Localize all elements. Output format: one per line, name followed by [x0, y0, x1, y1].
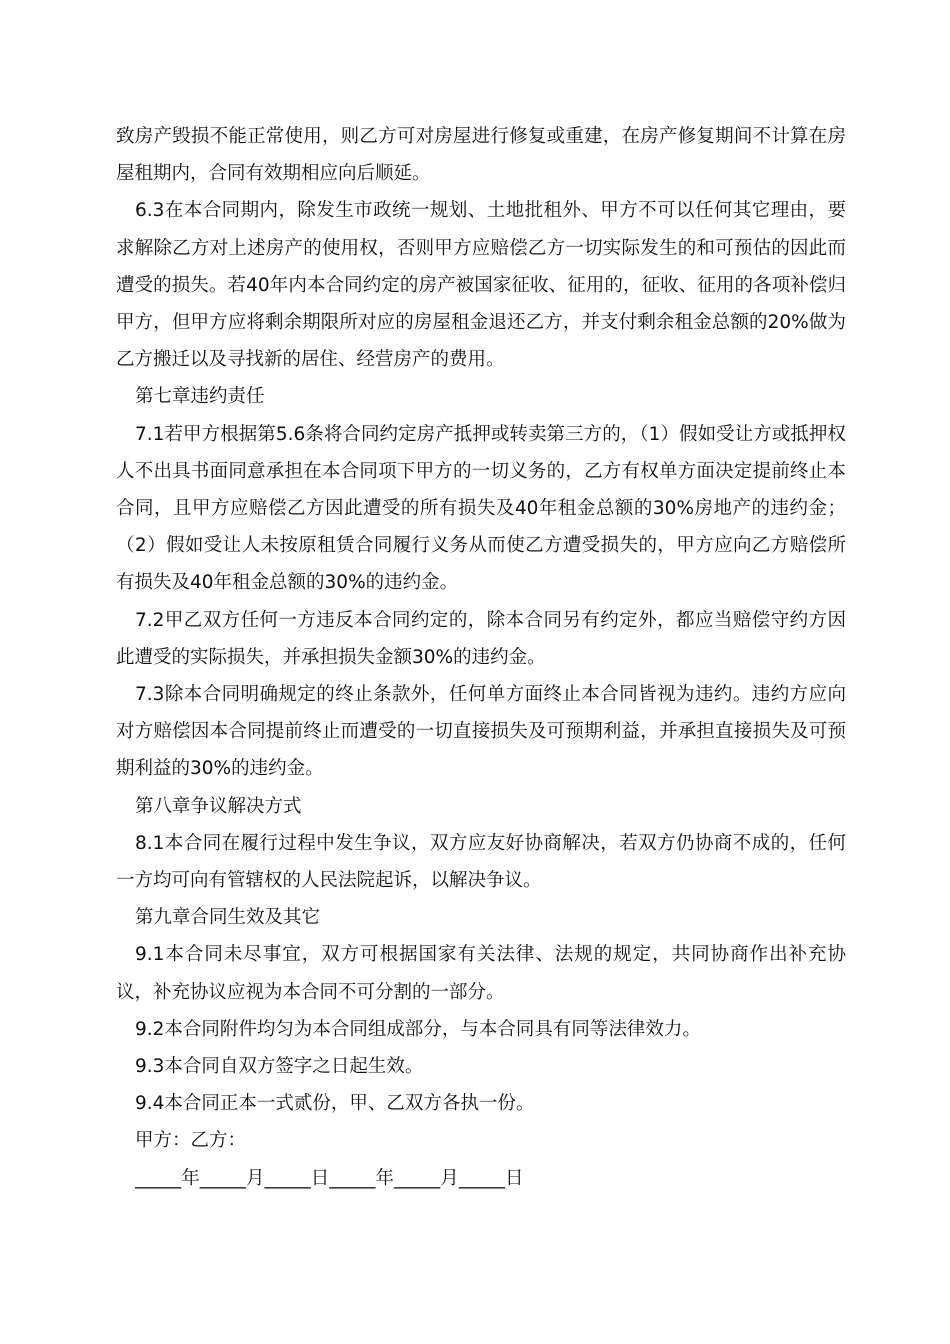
paragraph-8-1: 8.1本合同在履行过程中发生争议，双方应友好协商解决，若双方仍协商不成的，任何一方均可向有管辖权的人民法院起诉，以解决争议。: [116, 832, 846, 892]
paragraph-9-4: 9.4本合同正本一式贰份，甲、乙双方各执一份。: [135, 1093, 535, 1115]
paragraph-7-2: 7.2甲乙双方任何一方违反本合同约定的，除本合同另有约定外，都应当赔偿守约方因此遭受的实际损失，并承担损失金额30%的违约金。: [116, 609, 846, 668]
paragraph-7-1: 7.1若甲方根据第5.6条将合同约定房产抵押或转卖第三方的，（1）假如受让方或抵押权人不出具书面同意承担在本合同项下甲方的一切义务的，乙方有权单方面决定提前终止本合同，且甲方应赔偿乙方因此遭受的所有损失及40年租金总额的30%房地产的违约金；（2）假如受让人未按原租赁合同履行义务从而使乙方遭受损失的，甲方应向乙方赔偿所有损失及40年租金总额的30%的违约金。: [116, 423, 846, 594]
paragraph-continuation: 致房产毁损不能正常使用，则乙方可对房屋进行修复或重建，在房产修复期间不计算在房屋租期内，合同有效期相应向后顺延。: [116, 126, 846, 185]
paragraph-6-3: 6.3在本合同期内，除发生市政统一规划、土地批租外、甲方不可以任何其它理由，要求解除乙方对上述房产的使用权，否则甲方应赔偿乙方一切实际发生的和可预估的因此而遭受的损失。若40年内本合同约定的房产被国家征收、征用的，征收、征用的各项补偿归甲方，但甲方应将剩余期限所对应的房屋租金退还乙方，并支付剩余租金总额的20%做为乙方搬迁以及寻找新的居住、经营房产的费用。: [116, 200, 846, 371]
signature-parties-line: 甲方：乙方：: [135, 1130, 247, 1152]
document-page: [116, 118, 846, 1197]
paragraph-7-3: 7.3除本合同明确规定的终止条款外，任何单方面终止本合同皆视为违约。违约方应向对方赔偿因本合同提前终止而遭受的一切直接损失及可预期利益，并承担直接损失及可预期利益的30%的违约金。: [116, 684, 846, 780]
chapter-8-heading: 第八章争议解决方式: [135, 795, 302, 817]
paragraph-9-3: 9.3本合同自双方签字之日起生效。: [135, 1056, 424, 1078]
chapter-7-heading: 第七章违约责任: [135, 386, 265, 408]
chapter-9-heading: 第九章合同生效及其它: [135, 907, 321, 929]
paragraph-9-2: 9.2本合同附件均匀为本合同组成部分，与本合同具有同等法律效力。: [135, 1018, 701, 1040]
paragraph-9-1: 9.1本合同未尽事宜，双方可根据国家有关法律、法规的规定，共同协商作出补充协议，补充协议应视为本合同不可分割的一部分。: [116, 944, 846, 1003]
signature-date-line: _____年_____月_____日_____年_____月_____日: [135, 1167, 524, 1189]
